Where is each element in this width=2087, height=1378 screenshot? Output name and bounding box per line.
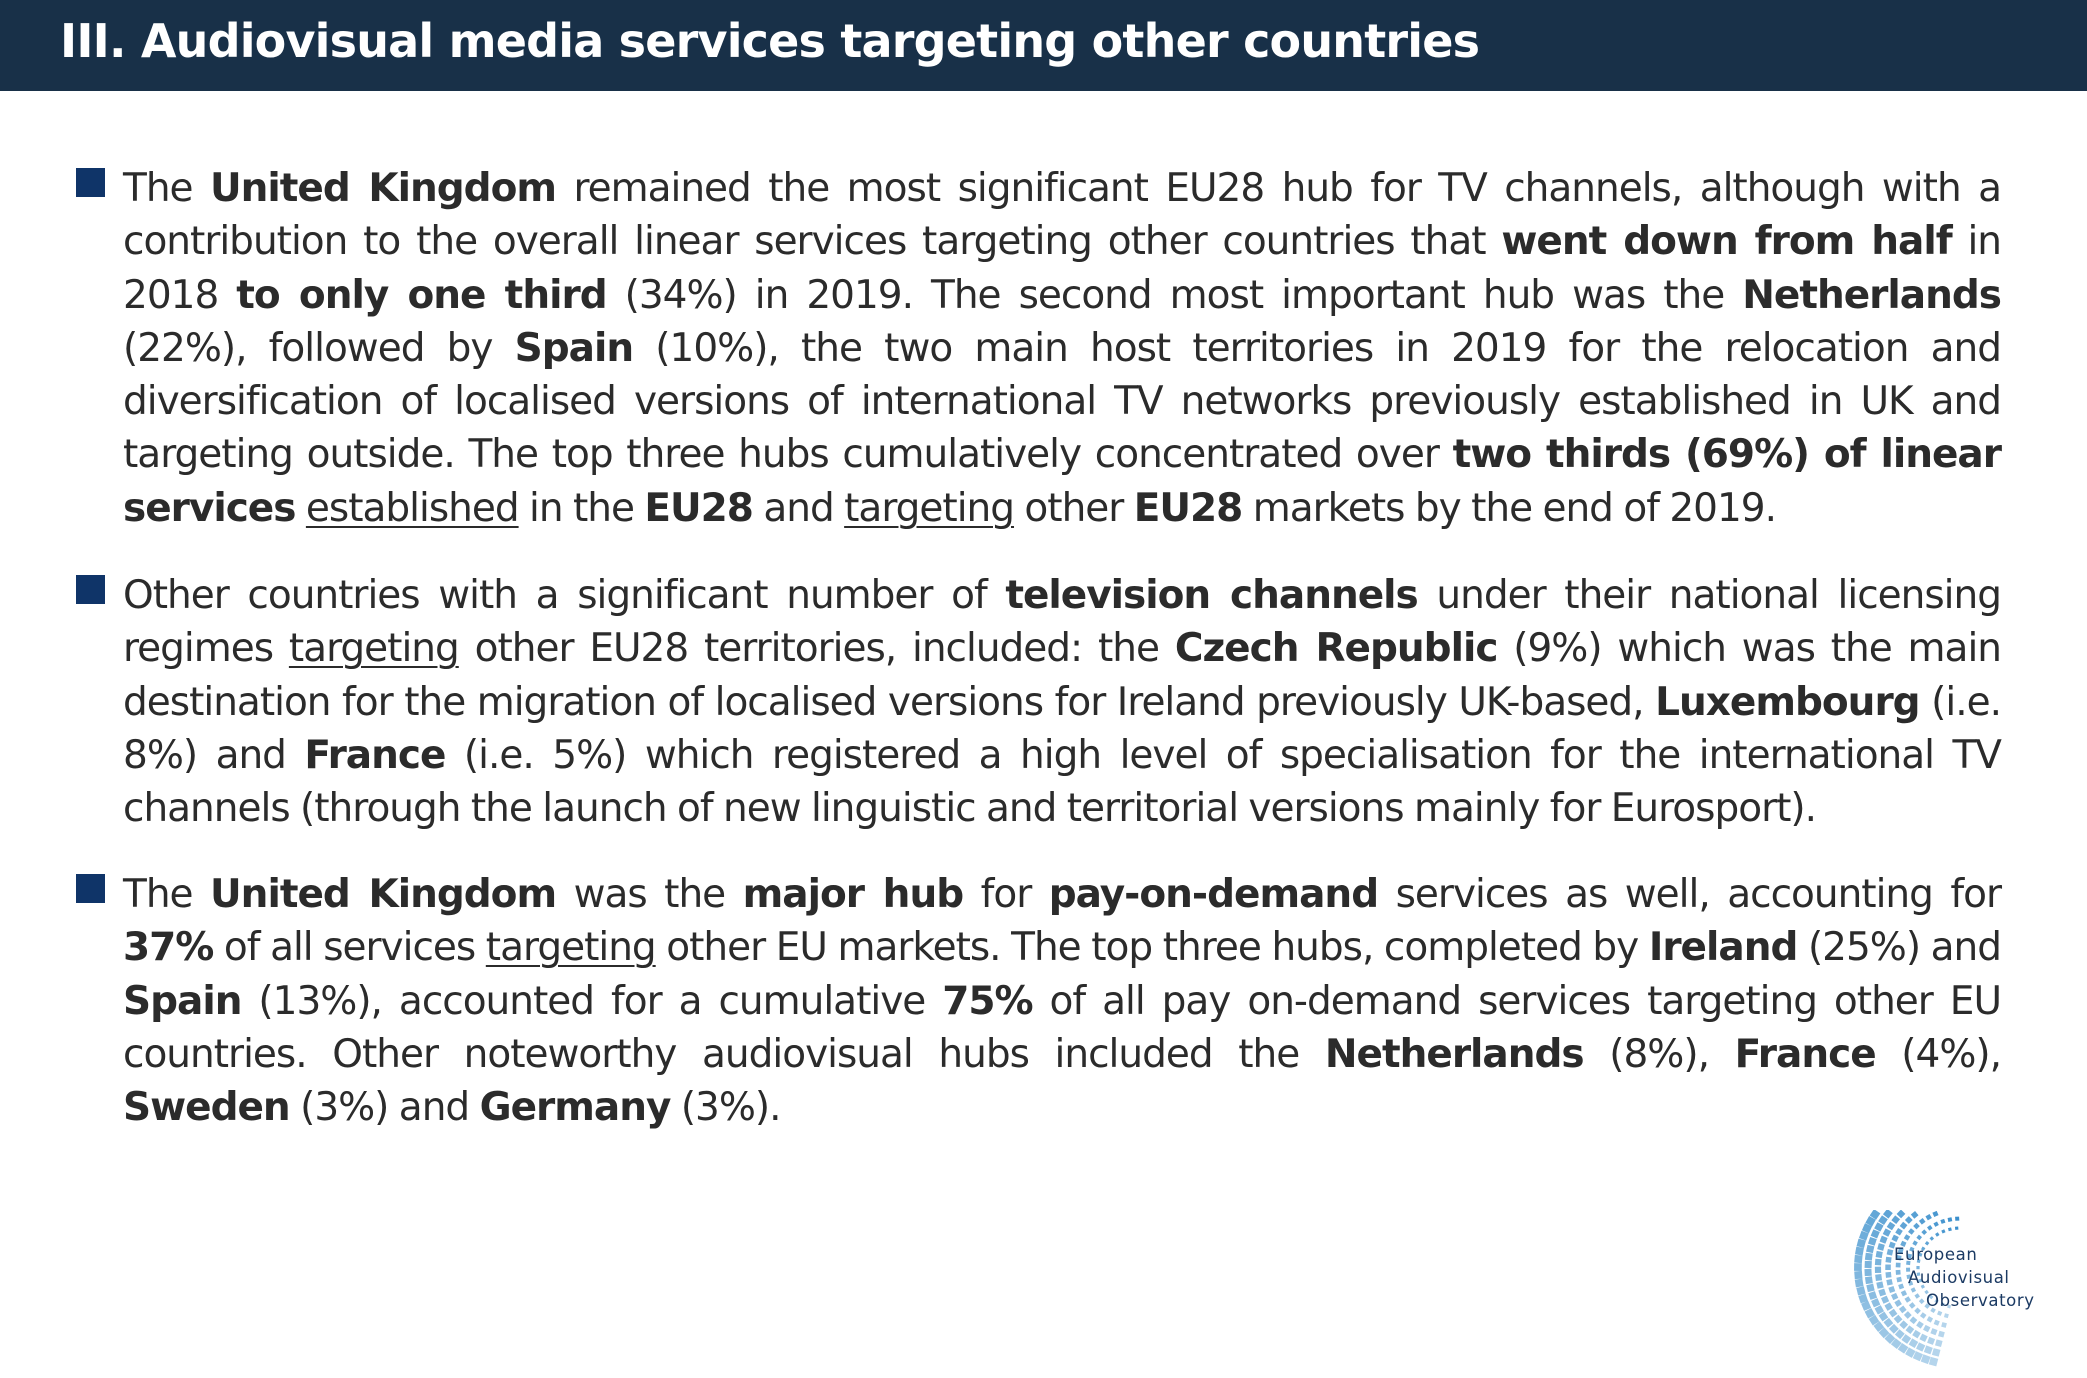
body-text bbox=[295, 486, 305, 531]
emphasis-text: Sweden bbox=[123, 1085, 290, 1131]
underlined-text: targeting bbox=[485, 925, 656, 971]
bullet-square-icon bbox=[76, 575, 105, 604]
body-text: (10%), the two main host territories in 2019 for the relocation and diversification of localised versions of international TV networks previously established in UK and targeting outside. The top three hubs cumulatively concentrated over bbox=[123, 325, 2001, 478]
emphasis-text: EU28 bbox=[1133, 485, 1243, 531]
emphasis-text: United Kingdom bbox=[209, 166, 557, 211]
body-text: (25%) and bbox=[1797, 925, 2001, 971]
body-text: The bbox=[123, 872, 211, 917]
underlined-text: targeting bbox=[844, 485, 1015, 531]
emphasis-text: went down from half bbox=[1501, 219, 1952, 265]
emphasis-text: 37% bbox=[123, 925, 214, 971]
emphasis-text: pay-on-demand bbox=[1048, 872, 1379, 917]
paragraph-text bbox=[123, 569, 2001, 835]
emphasis-text: Czech Republic bbox=[1174, 626, 1498, 672]
body-text: services as well, accounting for bbox=[1378, 872, 2002, 917]
body-text: (i.e. 8%) and bbox=[123, 679, 2001, 778]
body-text: in the bbox=[518, 485, 645, 531]
body-text: (3%). bbox=[670, 1085, 781, 1131]
emphasis-text: United Kingdom bbox=[210, 872, 557, 917]
body-text: (22%), followed by bbox=[123, 325, 515, 371]
body-text: under their national licensing regimes bbox=[123, 573, 2001, 672]
emphasis-text: to only one third bbox=[236, 272, 607, 318]
body-text: (9%) which was the main destination for the migration of localised versions for Ireland previously UK-based, bbox=[123, 626, 2001, 725]
body-text: (13%), accounted for a cumulative bbox=[241, 978, 943, 1024]
page-title: III. Audiovisual media services targeting other countries bbox=[60, 14, 1480, 68]
body-text: other bbox=[1014, 485, 1134, 531]
body-text: of all pay on-demand services targeting other EU countries. Other noteworthy audiovisual hubs included the bbox=[123, 978, 2001, 1077]
emphasis-text: EU28 bbox=[644, 485, 753, 531]
obs-logo bbox=[1842, 1210, 2072, 1370]
underlined-text: established bbox=[305, 485, 519, 531]
emphasis-text: Netherlands bbox=[1324, 1031, 1584, 1077]
body-text: of all services bbox=[213, 925, 486, 971]
body-text: other EU markets. The top three hubs, completed by bbox=[655, 925, 1649, 971]
logo-swirl-icon bbox=[1842, 1210, 2072, 1370]
emphasis-text: Luxembourg bbox=[1655, 679, 1920, 725]
body-text: in 2018 bbox=[123, 219, 2002, 318]
emphasis-text: major hub bbox=[742, 872, 964, 917]
body-text: other EU28 territories, included: the bbox=[458, 626, 1175, 672]
emphasis-text: France bbox=[304, 732, 446, 778]
emphasis-text: Spain bbox=[514, 325, 634, 371]
emphasis-text: Germany bbox=[479, 1085, 671, 1131]
paragraph-text bbox=[123, 868, 2001, 1134]
underlined-text: targeting bbox=[288, 626, 459, 672]
emphasis-text: Netherlands bbox=[1742, 272, 2001, 318]
body-text: was the bbox=[556, 872, 743, 917]
emphasis-text: France bbox=[1734, 1031, 1876, 1077]
body-text: (4%), bbox=[1875, 1031, 2001, 1077]
body-text: and bbox=[752, 485, 845, 531]
body-text: (8%), bbox=[1583, 1031, 1735, 1077]
paragraph-text bbox=[123, 162, 2001, 535]
body-text: markets by the end of 2019. bbox=[1242, 485, 1776, 531]
emphasis-text: 75% bbox=[942, 978, 1033, 1024]
emphasis-text: two thirds (69%) of linear services bbox=[123, 432, 2001, 531]
logo-text-line1: European bbox=[1894, 1245, 1978, 1264]
body-text: (34%) in 2019. The second most important hub was the bbox=[606, 272, 1743, 318]
header-bar bbox=[0, 0, 2087, 91]
body-text: remained the most significant EU28 hub for TV channels, although with a contribution to the overall linear services targeting other countries that bbox=[123, 166, 2001, 265]
body-text: (i.e. 5%) which registered a high level of specialisation for the international TV channels (through the launch of new linguistic and territorial versions mainly for Eurosport). bbox=[123, 732, 2001, 832]
emphasis-text: Ireland bbox=[1648, 925, 1798, 971]
body-text: (3%) and bbox=[289, 1085, 480, 1131]
bullet-square-icon bbox=[76, 168, 105, 197]
emphasis-text: television channels bbox=[1005, 573, 1418, 618]
body-text: Other countries with a significant number of bbox=[123, 573, 1006, 618]
body-text: for bbox=[963, 872, 1049, 917]
bullet-square-icon bbox=[76, 874, 105, 903]
logo-text-line2: Audiovisual bbox=[1908, 1268, 2010, 1287]
body-text: The bbox=[123, 166, 210, 211]
logo-text-line3: Observatory bbox=[1926, 1291, 2035, 1310]
emphasis-text: Spain bbox=[123, 978, 242, 1024]
